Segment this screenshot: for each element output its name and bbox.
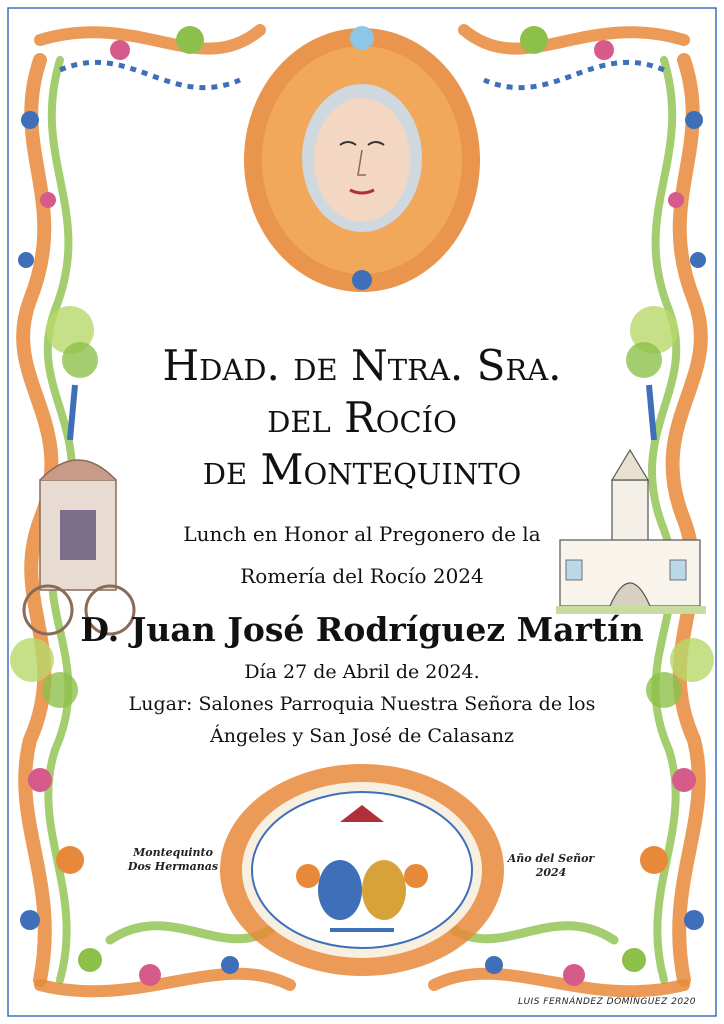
subtitle-line-2: Romería del Rocío 2024 bbox=[240, 564, 484, 588]
year-note-line-1: Año del Señor bbox=[507, 852, 595, 865]
location-note-line-1: Montequinto bbox=[133, 846, 213, 859]
year-note bbox=[496, 852, 606, 880]
coat-of-arms bbox=[220, 764, 504, 976]
event-place-line-2: Ángeles y San José de Calasanz bbox=[210, 725, 514, 747]
location-note bbox=[118, 846, 228, 874]
subtitle-line-1: Lunch en Honor al Pregonero de la bbox=[183, 522, 541, 546]
honoree-name: D. Juan José Rodríguez Martín bbox=[80, 610, 644, 649]
title-line-3: de Montequinto bbox=[202, 445, 522, 494]
event-date: Día 27 de Abril de 2024. bbox=[244, 661, 480, 683]
location-note-line-2: Dos Hermanas bbox=[127, 860, 219, 873]
year-note-line-2: 2024 bbox=[535, 866, 567, 879]
title-line-2: del Rocío bbox=[267, 393, 457, 442]
artist-signature: LUIS FERNÁNDEZ DOMÍNGUEZ 2020 bbox=[517, 997, 696, 1007]
virgin-medallion bbox=[244, 26, 480, 292]
title-line-1: Hdad. de Ntra. Sra. bbox=[162, 341, 562, 390]
event-place-line-1: Lugar: Salones Parroquia Nuestra Señora de los bbox=[128, 693, 596, 715]
